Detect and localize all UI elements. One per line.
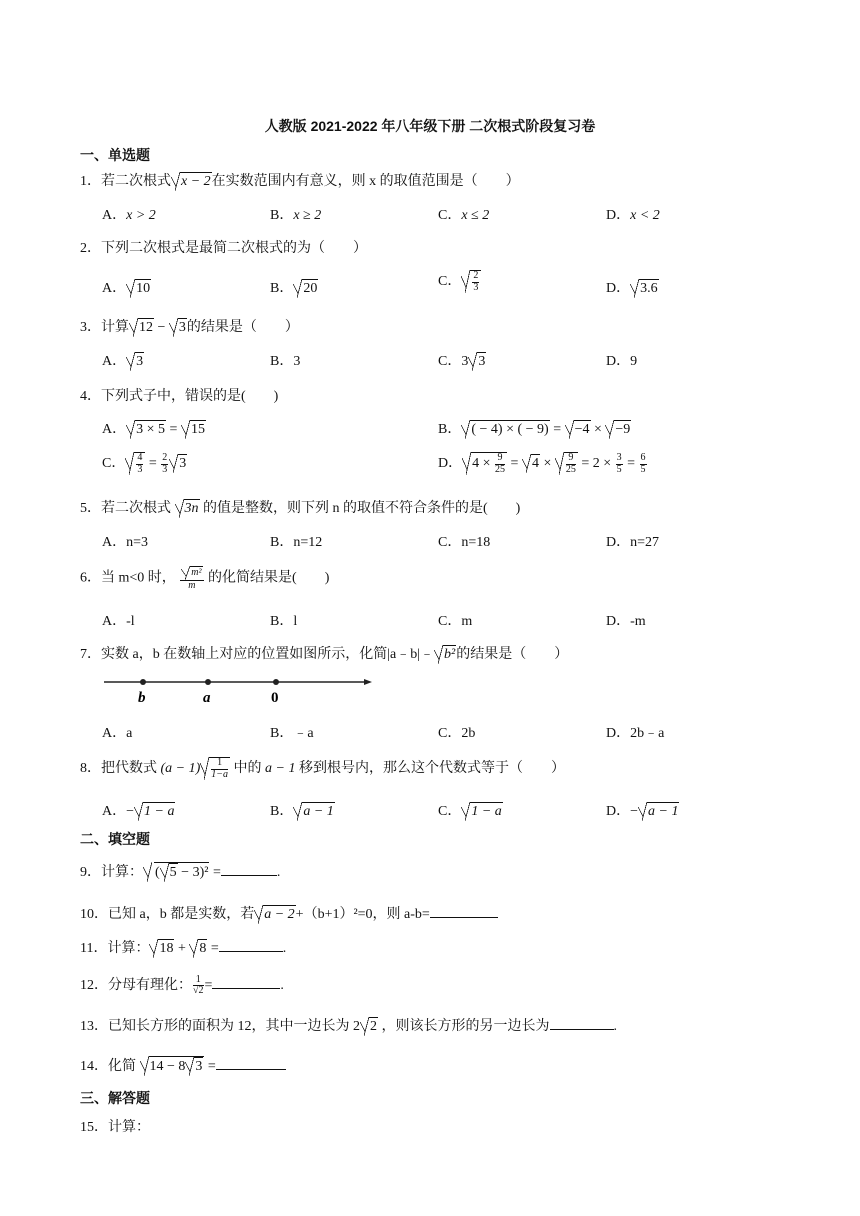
option-c: C．x ≤ 2 <box>438 208 490 223</box>
option-a: A． 3 × 5 = 15 <box>102 422 205 437</box>
label-a: a <box>203 690 211 706</box>
option-d: D．− a − 1 <box>606 804 679 819</box>
option-a: A．n=3 <box>102 535 149 550</box>
option-d: D．9 <box>606 354 638 369</box>
option-b: B．x ≥ 2 <box>270 208 322 223</box>
question-15: 15．计算： <box>80 1120 150 1135</box>
label-b: b <box>138 690 146 706</box>
option-c: C．n=18 <box>438 535 491 550</box>
option-d: D．2b﹣a <box>606 726 665 741</box>
answer-blank[interactable] <box>219 939 283 952</box>
question-6: 6．当 m<0 时， $\frac{\text{m²}}{m}$ 的化简结果是( ) <box>80 567 330 591</box>
answer-blank[interactable] <box>430 905 498 918</box>
number-line-arrow <box>364 679 372 685</box>
question-10: 10．已知 a，b 都是实数，若 a − 2+（b+1）²=0，则 a-b= <box>80 903 498 924</box>
question-11: 11．计算： 18 + 8 = . <box>80 941 287 956</box>
option-b: B．﹣a <box>270 726 314 741</box>
point-0 <box>273 679 279 685</box>
question-2: 2．下列二次根式是最简二次根式的为（ ） <box>80 241 367 256</box>
option-d: D． 3.6 <box>606 281 658 296</box>
option-a: A．a <box>102 726 133 741</box>
option-c: C．3 3 <box>438 354 486 369</box>
answer-blank[interactable] <box>212 976 280 989</box>
answer-blank[interactable] <box>221 863 277 876</box>
option-c: C． $\frac{2}{3}$ <box>438 270 481 293</box>
option-d: D． 4 × $\frac{9}{25}$ = 4 × $\frac{9}{25}$ = 2 × $\frac{3}{5}$ = $\frac{6}{5}$ <box>438 452 646 475</box>
radical <box>171 172 212 191</box>
option-b: B． ( − 4) × ( − 9) = −4 × −9 <box>438 422 631 437</box>
option-c: C．2b <box>438 726 476 741</box>
section-heading-single-choice: 一、单选题 <box>80 147 150 163</box>
option-b: B． 20 <box>270 281 318 296</box>
question-7: 7．实数 a，b 在数轴上对应的位置如图所示，化简|a﹣b|﹣ b²的结果是（ ） <box>80 647 569 662</box>
label-zero: 0 <box>271 690 279 706</box>
option-c: C．m <box>438 614 473 629</box>
question-4: 4．下列式子中，错误的是( ) <box>80 389 279 404</box>
question-12: 12．分母有理化： $\frac{1}{√2}$ = . <box>80 973 284 997</box>
option-b: B．n=12 <box>270 535 323 550</box>
option-d: D．x < 2 <box>606 208 660 223</box>
option-a: A．x > 2 <box>102 208 156 223</box>
option-d: D．-m <box>606 614 646 629</box>
option-a: A． 10 <box>102 281 151 296</box>
question-text: 在实数范围内有意义，则 x 的取值范围是（ ） <box>211 174 520 189</box>
question-3: 3．计算 12 − 3的结果是（ ） <box>80 320 299 335</box>
question-5: 5．若二次根式 3n 的值是整数，则下列 n 的取值不符合条件的是( ) <box>80 501 521 516</box>
question-text: 若二次根式 <box>101 174 171 189</box>
answer-blank[interactable] <box>216 1057 286 1070</box>
option-a: A． 3 <box>102 354 144 369</box>
page-title: 人教版 2021-2022 年八年级下册 二次根式阶段复习卷 <box>264 118 596 134</box>
option-a: A．− 1 − a <box>102 804 175 819</box>
option-b: B．l <box>270 614 298 629</box>
option-b: B．3 <box>270 354 301 369</box>
answer-blank[interactable] <box>550 1017 614 1030</box>
option-a: A．-l <box>102 614 135 629</box>
option-c: C． $\frac{4}{3}$ = $\frac{2}{3}$ 3 <box>102 452 187 475</box>
section-heading-fill-in: 二、填空题 <box>80 831 150 847</box>
number-line-figure <box>100 672 380 708</box>
question-13: 13．已知长方形的面积为 12，其中一边长为 2 2 ，则该长方形的另一边长为 . <box>80 1019 617 1034</box>
option-b: B． a − 1 <box>270 804 334 819</box>
question-1 <box>80 170 520 191</box>
option-d: D．n=27 <box>606 535 660 550</box>
question-9: 9．计算： ( 5 − 3)² = . <box>80 861 280 882</box>
question-8: 8．把代数式 (a − 1) $\frac{1}{1-a}$ 中的 a − 1 移到根号内，那么这个代数式等于（ ） <box>80 757 565 780</box>
question-number: 1． <box>80 174 101 189</box>
point-a <box>205 679 211 685</box>
point-b <box>140 679 146 685</box>
section-heading-solution: 三、解答题 <box>80 1090 150 1106</box>
question-14: 14．化简 14 − 8 3 = <box>80 1055 286 1076</box>
radicand: x − 2 <box>181 174 211 189</box>
option-c: C． 1 − a <box>438 804 502 819</box>
